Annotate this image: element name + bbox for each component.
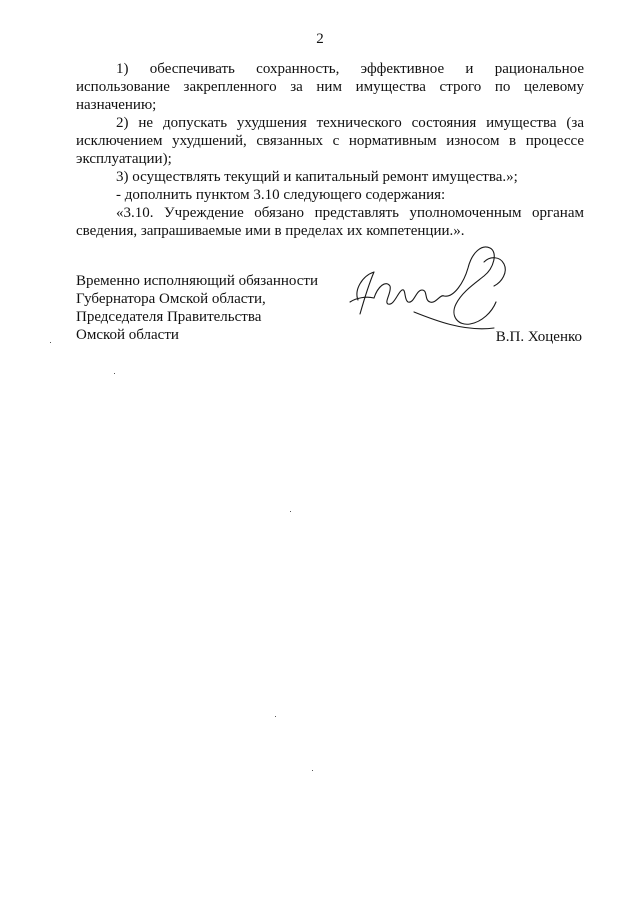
document-body [76, 60, 584, 240]
paragraph-amendment-intro: - дополнить пунктом 3.10 следующего содержания: [116, 187, 446, 203]
signer-title-line-2: Губернатора Омской области, [76, 291, 266, 307]
signer-title-line-4: Омской области [76, 327, 179, 343]
signature-block [76, 272, 584, 352]
signer-title [76, 272, 318, 344]
scan-speck [275, 716, 276, 717]
signer-title-line-1: Временно исполняющий обязанности [76, 273, 319, 289]
scan-speck [114, 373, 115, 374]
page-number: 2 [316, 31, 324, 47]
signer-name: В.П. Хоценко [495, 329, 582, 345]
handwritten-signature [344, 242, 514, 342]
scan-speck [290, 511, 291, 512]
paragraph-item-3: 3) осуществлять текущий и капитальный ремонт имущества.»; [116, 169, 518, 185]
scan-speck [312, 770, 313, 771]
paragraph-item-1: 1) обеспечивать сохранность, эффективное и рациональное использование закрепленного за ним имущества строго по целевому назначению; [76, 61, 584, 113]
scan-speck [50, 342, 51, 343]
paragraph-item-2: 2) не допускать ухудшения технического состояния имущества (за исключением ухудшений, связанных с нормативным износом в процессе эксплуатации); [76, 115, 584, 167]
paragraph-clause-3-10: «3.10. Учреждение обязано представлять уполномоченным органам сведения, запрашиваемые ими в пределах их компетенции.». [76, 205, 584, 239]
signer-title-line-3: Председателя Правительства [76, 309, 262, 325]
